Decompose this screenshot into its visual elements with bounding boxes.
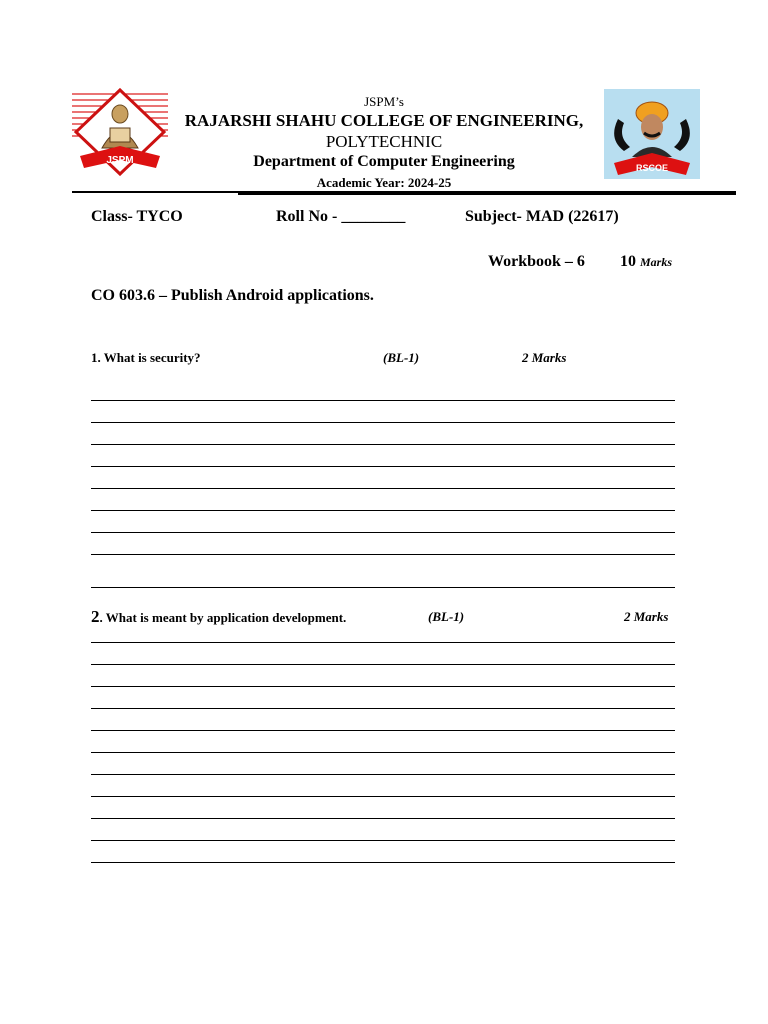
answer-line[interactable]	[91, 774, 675, 775]
question-1-number: 1.	[91, 350, 101, 365]
answer-line[interactable]	[91, 818, 675, 819]
class-label: Class- TYCO	[91, 208, 183, 225]
answer-line[interactable]	[91, 587, 675, 588]
answer-line[interactable]	[91, 862, 675, 863]
course-outcome-title: CO 603.6 – Publish Android applications.	[91, 287, 374, 304]
question-2-marks: 2 Marks	[624, 609, 669, 624]
answer-line[interactable]	[91, 730, 675, 731]
answer-line[interactable]	[91, 532, 675, 533]
subject-label: Subject- MAD (22617)	[465, 208, 619, 225]
answer-line[interactable]	[91, 686, 675, 687]
workbook-marks	[620, 253, 672, 271]
answer-line[interactable]	[91, 664, 675, 665]
workbook-marks-label: Marks	[640, 255, 673, 269]
workbook-title: Workbook – 6	[488, 253, 585, 270]
college-name-line1: RAJARSHI SHAHU COLLEGE OF ENGINEERING,	[184, 111, 584, 130]
college-name-line2: POLYTECHNIC	[325, 132, 443, 151]
question-1	[91, 350, 201, 366]
header-rule-secondary	[238, 193, 736, 195]
answer-line[interactable]	[91, 510, 675, 511]
department-name: Department of Computer Engineering	[253, 153, 515, 170]
org-name: JSPM’s	[364, 94, 404, 109]
rscoe-logo-text: RSCOE	[635, 163, 669, 173]
answer-line[interactable]	[91, 466, 675, 467]
answer-line[interactable]	[91, 840, 675, 841]
question-2	[91, 607, 346, 627]
question-1-bloom-level: (BL-1)	[383, 350, 420, 365]
question-1-text: What is security?	[103, 350, 201, 365]
jspm-logo-text: JSPM	[106, 155, 134, 166]
question-2-number: 2	[91, 607, 100, 626]
answer-line[interactable]	[91, 642, 675, 643]
question-2-text: . What is meant by application development.	[99, 610, 347, 625]
answer-line[interactable]	[91, 708, 675, 709]
answer-line[interactable]	[91, 488, 675, 489]
academic-year: Academic Year: 2024-25	[316, 175, 452, 190]
question-2-bloom-level: (BL-1)	[428, 609, 465, 624]
answer-line[interactable]	[91, 554, 675, 555]
answer-line[interactable]	[91, 400, 675, 401]
answer-line[interactable]	[91, 444, 675, 445]
answer-line[interactable]	[91, 752, 675, 753]
answer-line[interactable]	[91, 422, 675, 423]
workbook-marks-value: 10	[620, 253, 636, 270]
question-1-marks: 2 Marks	[522, 350, 567, 365]
roll-no-label: Roll No - ________	[276, 208, 406, 225]
answer-line[interactable]	[91, 796, 675, 797]
